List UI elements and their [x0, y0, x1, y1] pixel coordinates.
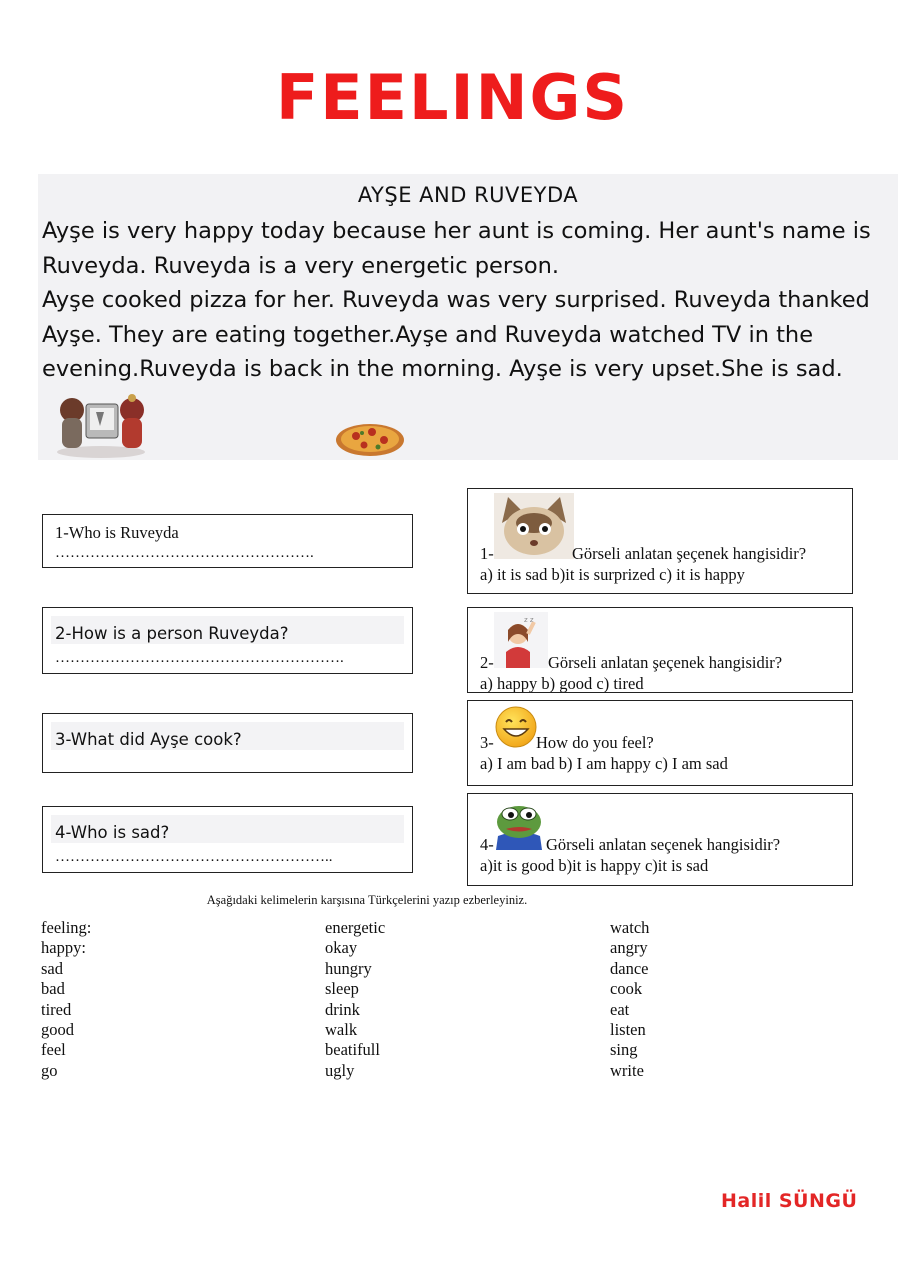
story-paragraph-1: Ayşe is very happy today because her aunt is coming. Her aunt's name is Ruveyda. Ruveyda is a very energetic person. — [42, 218, 871, 279]
sad-frog-icon — [492, 798, 546, 850]
question-text: 4-Who is sad? — [55, 823, 170, 842]
answer-options: a)it is good b)it is happy c)it is sad — [480, 856, 709, 875]
answer-options: a) happy b) good c) tired — [480, 674, 644, 693]
vocabulary-word: write — [610, 1060, 644, 1080]
question-box-4 — [42, 806, 413, 873]
vocabulary-word: listen — [610, 1020, 646, 1040]
question-text: 1-Who is Ruveyda — [55, 523, 179, 542]
kids-watching-tv-illustration — [52, 382, 150, 460]
vocabulary-instruction: Aşağıdaki kelimelerin karşısına Türkçelerini yazıp ezberleyiniz. — [206, 893, 528, 907]
grinning-face-icon — [494, 705, 538, 749]
vocabulary-word: watch — [610, 918, 650, 937]
vocabulary-column-2 — [325, 918, 385, 1081]
vocabulary-word: good — [41, 1020, 74, 1040]
question-text: 3-What did Ayşe cook? — [55, 730, 242, 749]
vocabulary-word: beatifull — [325, 1040, 380, 1060]
reading-passage — [38, 174, 898, 460]
vocabulary-word: dance — [610, 958, 649, 978]
story-title: AYŞE AND RUVEYDA — [357, 183, 579, 207]
vocabulary-word: bad — [41, 979, 65, 999]
page-title: FEELINGS — [275, 61, 630, 134]
story-paragraph-2: Ayşe cooked pizza for her. Ruveyda was very surprised. Ruveyda thanked Ayşe. They are eating together.Ayşe and Ruveyda watched TV in the evening.Ruveyda is back in the morning. Ayşe is very upset.She is sad. — [42, 287, 870, 382]
vocabulary-word: okay — [325, 938, 358, 958]
vocabulary-column-3 — [610, 918, 649, 1081]
vocabulary-word: sad — [41, 958, 63, 978]
vocabulary-word: energetic — [325, 918, 386, 937]
vocabulary-word: sleep — [325, 979, 359, 999]
question-box-2 — [42, 607, 413, 674]
answer-number: 1- — [480, 544, 494, 563]
svg-text:z z: z z — [524, 616, 534, 624]
answer-box-3 — [467, 700, 853, 786]
vocabulary-word: tired — [41, 999, 72, 1019]
answer-number: 2- — [480, 653, 494, 672]
author-name: Halil SÜNGÜ — [721, 1190, 858, 1212]
vocabulary-word: go — [41, 1060, 58, 1080]
vocabulary-column-1 — [41, 918, 91, 1081]
surprised-cat-icon — [494, 493, 574, 559]
answer-line[interactable]: …………………………………………………. — [55, 650, 344, 666]
vocabulary-word: happy: — [41, 938, 86, 958]
answer-options: a) it is sad b)it is surprized c) it is happy — [480, 565, 745, 584]
vocabulary-word: feeling: — [41, 918, 92, 937]
vocabulary-word: sing — [610, 1040, 638, 1060]
question-box-3 — [42, 713, 413, 773]
question-text: 2-How is a person Ruveyda? — [55, 624, 289, 643]
vocabulary-word: drink — [325, 999, 360, 1019]
vocabulary-word: cook — [610, 979, 643, 999]
vocabulary-word: ugly — [325, 1060, 355, 1080]
answer-number: 4- — [480, 835, 494, 854]
answer-line[interactable]: ……………………………………………. — [55, 545, 314, 561]
answer-question: Görseli anlatan şeçenek hangisidir? — [548, 653, 783, 672]
vocabulary-word: walk — [325, 1020, 358, 1040]
answer-box-4 — [467, 793, 853, 886]
answer-options: a) I am bad b) I am happy c) I am sad — [480, 754, 728, 773]
vocabulary-word: angry — [610, 938, 648, 958]
answer-line[interactable]: ……………………………………………….. — [55, 849, 333, 865]
question-box-1 — [42, 514, 413, 568]
vocabulary-word: feel — [41, 1040, 66, 1060]
answer-question: Görseli anlatan seçenek hangisidir? — [546, 835, 781, 854]
vocabulary-word: eat — [610, 999, 630, 1019]
vocabulary-word: hungry — [325, 958, 372, 978]
answer-box-1 — [467, 488, 853, 594]
pizza-icon — [334, 420, 406, 458]
answer-number: 3- — [480, 733, 494, 752]
answer-question: How do you feel? — [536, 733, 654, 752]
tired-woman-icon — [494, 612, 548, 668]
story-text — [42, 214, 894, 387]
answer-question: Görseli anlatan şeçenek hangisidir? — [572, 544, 807, 563]
answer-box-2 — [467, 607, 853, 693]
